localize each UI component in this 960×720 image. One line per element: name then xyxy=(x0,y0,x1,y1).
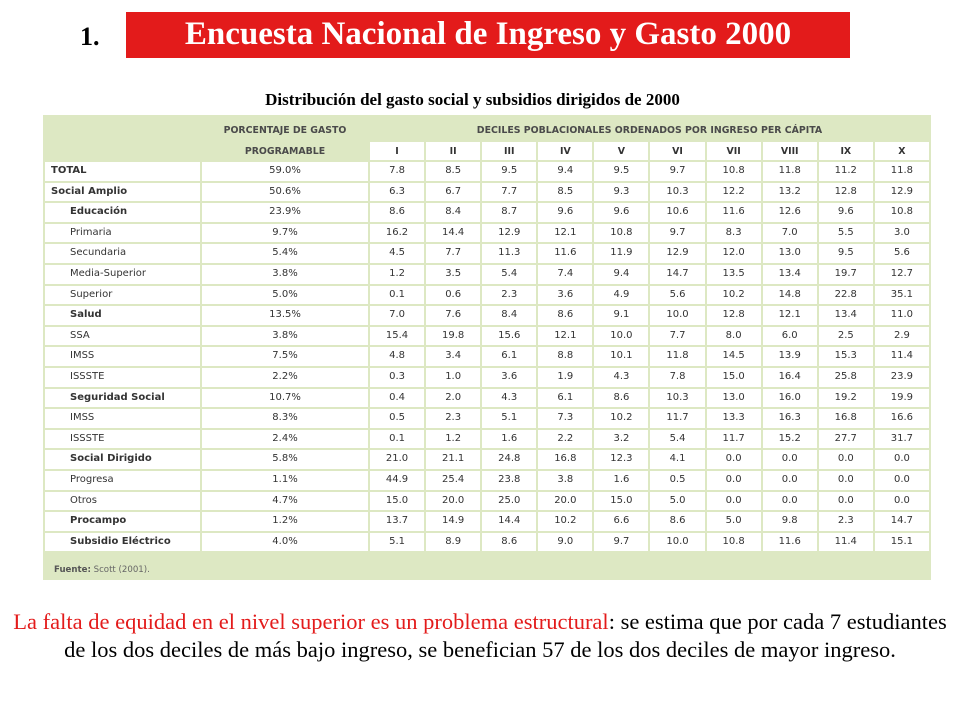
decile-value: 3.6 xyxy=(538,286,592,305)
decile-value: 15.0 xyxy=(370,492,424,511)
decile-value: 5.5 xyxy=(819,224,873,243)
decile-value: 11.3 xyxy=(482,244,536,263)
row-label: Educación xyxy=(45,203,200,222)
table-row xyxy=(45,389,929,408)
decile-value: 11.8 xyxy=(763,162,817,181)
decile-value: 9.8 xyxy=(763,512,817,531)
decile-value: 2.3 xyxy=(426,409,480,428)
decile-value: 8.5 xyxy=(426,162,480,181)
source-label: Fuente: xyxy=(54,565,91,575)
decile-value: 11.6 xyxy=(707,203,761,222)
decile-value: 5.0 xyxy=(707,512,761,531)
decile-value: 8.8 xyxy=(538,347,592,366)
header-blank xyxy=(45,120,200,160)
decile-value: 25.0 xyxy=(482,492,536,511)
decile-value: 9.6 xyxy=(594,203,648,222)
decile-value: 7.4 xyxy=(538,265,592,284)
table-row xyxy=(45,203,929,222)
decile-value: 3.4 xyxy=(426,347,480,366)
decile-value: 20.0 xyxy=(538,492,592,511)
decile-value: 21.1 xyxy=(426,450,480,469)
decile-value: 2.5 xyxy=(819,327,873,346)
decile-value: 0.0 xyxy=(819,471,873,490)
row-label: Social Dirigido xyxy=(45,450,200,469)
decile-value: 0.3 xyxy=(370,368,424,387)
decile-header-vii: VII xyxy=(707,142,761,160)
distribution-table xyxy=(43,118,931,553)
row-label: IMSS xyxy=(45,409,200,428)
caption-rest: : se estima que por cada 7 estudiantes de los dos deciles de más bajo ingreso, se benefician 57 de los dos deciles de mayor ingreso. xyxy=(64,609,947,662)
decile-value: 14.8 xyxy=(763,286,817,305)
table-row xyxy=(45,224,929,243)
decile-value: 1.2 xyxy=(370,265,424,284)
decile-value: 4.1 xyxy=(650,450,704,469)
decile-value: 1.9 xyxy=(538,368,592,387)
decile-value: 8.4 xyxy=(482,306,536,325)
table-row xyxy=(45,409,929,428)
decile-value: 11.6 xyxy=(763,533,817,552)
decile-value: 16.8 xyxy=(819,409,873,428)
decile-header-ix: IX xyxy=(819,142,873,160)
decile-value: 13.0 xyxy=(707,389,761,408)
decile-value: 11.4 xyxy=(819,533,873,552)
row-pct: 23.9% xyxy=(202,203,368,222)
row-label: Progresa xyxy=(45,471,200,490)
decile-value: 19.2 xyxy=(819,389,873,408)
row-label: IMSS xyxy=(45,347,200,366)
decile-value: 8.5 xyxy=(538,183,592,202)
decile-value: 1.2 xyxy=(426,430,480,449)
header-deciles: DECILES POBLACIONALES ORDENADOS POR INGRESO PER CÁPITA xyxy=(370,120,929,140)
table-row xyxy=(45,244,929,263)
row-pct: 10.7% xyxy=(202,389,368,408)
decile-value: 10.2 xyxy=(594,409,648,428)
decile-value: 15.1 xyxy=(875,533,929,552)
decile-value: 9.7 xyxy=(650,224,704,243)
decile-value: 19.7 xyxy=(819,265,873,284)
decile-value: 0.1 xyxy=(370,286,424,305)
decile-value: 19.8 xyxy=(426,327,480,346)
decile-value: 6.3 xyxy=(370,183,424,202)
decile-value: 9.6 xyxy=(819,203,873,222)
decile-value: 16.4 xyxy=(763,368,817,387)
decile-value: 0.1 xyxy=(370,430,424,449)
decile-value: 3.5 xyxy=(426,265,480,284)
table-row xyxy=(45,327,929,346)
decile-value: 2.3 xyxy=(819,512,873,531)
decile-value: 5.6 xyxy=(650,286,704,305)
decile-header-ii: II xyxy=(426,142,480,160)
row-pct: 1.1% xyxy=(202,471,368,490)
decile-value: 4.8 xyxy=(370,347,424,366)
decile-value: 10.0 xyxy=(650,306,704,325)
decile-value: 6.6 xyxy=(594,512,648,531)
decile-value: 10.3 xyxy=(650,183,704,202)
caption-highlight: La falta de equidad en el nivel superior es un problema estructural xyxy=(13,609,609,634)
decile-value: 12.1 xyxy=(538,224,592,243)
decile-value: 31.7 xyxy=(875,430,929,449)
decile-value: 8.7 xyxy=(482,203,536,222)
decile-value: 4.9 xyxy=(594,286,648,305)
decile-value: 11.6 xyxy=(538,244,592,263)
decile-value: 7.6 xyxy=(426,306,480,325)
decile-value: 15.4 xyxy=(370,327,424,346)
decile-value: 13.9 xyxy=(763,347,817,366)
decile-value: 10.8 xyxy=(594,224,648,243)
row-label: Otros xyxy=(45,492,200,511)
row-label: Procampo xyxy=(45,512,200,531)
decile-value: 8.0 xyxy=(707,327,761,346)
decile-value: 8.3 xyxy=(707,224,761,243)
table-row xyxy=(45,471,929,490)
decile-value: 10.0 xyxy=(594,327,648,346)
decile-value: 7.8 xyxy=(370,162,424,181)
table-row xyxy=(45,286,929,305)
decile-value: 9.7 xyxy=(594,533,648,552)
decile-header-v: V xyxy=(594,142,648,160)
decile-value: 0.0 xyxy=(819,450,873,469)
decile-value: 15.6 xyxy=(482,327,536,346)
decile-value: 7.7 xyxy=(650,327,704,346)
decile-value: 2.0 xyxy=(426,389,480,408)
decile-value: 15.0 xyxy=(594,492,648,511)
decile-value: 5.1 xyxy=(482,409,536,428)
decile-value: 11.8 xyxy=(875,162,929,181)
decile-value: 0.5 xyxy=(650,471,704,490)
decile-value: 25.8 xyxy=(819,368,873,387)
decile-value: 12.1 xyxy=(538,327,592,346)
decile-value: 10.8 xyxy=(875,203,929,222)
decile-value: 8.4 xyxy=(426,203,480,222)
decile-value: 5.6 xyxy=(875,244,929,263)
decile-value: 0.0 xyxy=(707,471,761,490)
decile-header-vi: VI xyxy=(650,142,704,160)
row-pct: 50.6% xyxy=(202,183,368,202)
decile-value: 7.3 xyxy=(538,409,592,428)
decile-value: 6.1 xyxy=(482,347,536,366)
decile-value: 13.5 xyxy=(707,265,761,284)
decile-value: 7.7 xyxy=(426,244,480,263)
decile-value: 4.3 xyxy=(482,389,536,408)
row-pct: 2.2% xyxy=(202,368,368,387)
decile-value: 14.4 xyxy=(426,224,480,243)
row-pct: 4.7% xyxy=(202,492,368,511)
table-panel xyxy=(43,115,931,580)
decile-value: 14.7 xyxy=(875,512,929,531)
decile-value: 44.9 xyxy=(370,471,424,490)
header-pct-line1: PORCENTAJE DE GASTO xyxy=(202,120,368,140)
title-banner xyxy=(126,12,850,58)
row-pct: 9.7% xyxy=(202,224,368,243)
decile-value: 11.7 xyxy=(707,430,761,449)
decile-value: 8.6 xyxy=(538,306,592,325)
decile-value: 23.8 xyxy=(482,471,536,490)
decile-value: 8.9 xyxy=(426,533,480,552)
decile-value: 35.1 xyxy=(875,286,929,305)
decile-value: 14.7 xyxy=(650,265,704,284)
table-row xyxy=(45,162,929,181)
decile-value: 4.5 xyxy=(370,244,424,263)
decile-header-x: X xyxy=(875,142,929,160)
decile-value: 3.2 xyxy=(594,430,648,449)
decile-value: 6.7 xyxy=(426,183,480,202)
decile-value: 5.1 xyxy=(370,533,424,552)
row-pct: 1.2% xyxy=(202,512,368,531)
slide-number: 1. xyxy=(80,22,100,51)
decile-value: 12.9 xyxy=(482,224,536,243)
decile-value: 7.0 xyxy=(763,224,817,243)
decile-value: 0.0 xyxy=(875,471,929,490)
decile-header-i: I xyxy=(370,142,424,160)
decile-value: 10.0 xyxy=(650,533,704,552)
decile-value: 11.7 xyxy=(650,409,704,428)
decile-value: 11.8 xyxy=(650,347,704,366)
row-label: Media-Superior xyxy=(45,265,200,284)
decile-value: 0.6 xyxy=(426,286,480,305)
decile-value: 0.0 xyxy=(875,450,929,469)
decile-value: 13.4 xyxy=(819,306,873,325)
decile-value: 12.0 xyxy=(707,244,761,263)
row-pct: 3.8% xyxy=(202,327,368,346)
row-label: Seguridad Social xyxy=(45,389,200,408)
decile-value: 25.4 xyxy=(426,471,480,490)
decile-value: 0.0 xyxy=(819,492,873,511)
decile-value: 9.0 xyxy=(538,533,592,552)
decile-value: 22.8 xyxy=(819,286,873,305)
decile-value: 19.9 xyxy=(875,389,929,408)
decile-value: 15.2 xyxy=(763,430,817,449)
table-row xyxy=(45,183,929,202)
decile-value: 13.7 xyxy=(370,512,424,531)
decile-value: 13.2 xyxy=(763,183,817,202)
decile-value: 12.9 xyxy=(650,244,704,263)
row-label: Subsidio Eléctrico xyxy=(45,533,200,552)
decile-value: 6.1 xyxy=(538,389,592,408)
decile-value: 8.6 xyxy=(370,203,424,222)
decile-value: 11.4 xyxy=(875,347,929,366)
decile-value: 24.8 xyxy=(482,450,536,469)
row-pct: 2.4% xyxy=(202,430,368,449)
decile-value: 1.0 xyxy=(426,368,480,387)
row-label: TOTAL xyxy=(45,162,200,181)
decile-value: 5.4 xyxy=(482,265,536,284)
decile-value: 15.3 xyxy=(819,347,873,366)
row-pct: 59.0% xyxy=(202,162,368,181)
decile-value: 12.8 xyxy=(819,183,873,202)
table-row xyxy=(45,347,929,366)
row-pct: 7.5% xyxy=(202,347,368,366)
decile-value: 4.3 xyxy=(594,368,648,387)
decile-value: 12.8 xyxy=(707,306,761,325)
decile-value: 10.6 xyxy=(650,203,704,222)
decile-value: 13.4 xyxy=(763,265,817,284)
decile-value: 0.0 xyxy=(707,450,761,469)
decile-value: 10.2 xyxy=(707,286,761,305)
decile-value: 5.0 xyxy=(650,492,704,511)
row-label: ISSSTE xyxy=(45,368,200,387)
decile-value: 2.9 xyxy=(875,327,929,346)
decile-value: 14.4 xyxy=(482,512,536,531)
row-label: Secundaria xyxy=(45,244,200,263)
decile-value: 3.6 xyxy=(482,368,536,387)
decile-value: 10.2 xyxy=(538,512,592,531)
decile-value: 21.0 xyxy=(370,450,424,469)
row-pct: 5.0% xyxy=(202,286,368,305)
decile-value: 0.0 xyxy=(875,492,929,511)
decile-value: 14.5 xyxy=(707,347,761,366)
decile-header-iii: III xyxy=(482,142,536,160)
decile-value: 1.6 xyxy=(594,471,648,490)
table-row xyxy=(45,512,929,531)
decile-value: 16.6 xyxy=(875,409,929,428)
decile-value: 9.6 xyxy=(538,203,592,222)
table-row xyxy=(45,368,929,387)
decile-value: 27.7 xyxy=(819,430,873,449)
table-subtitle: Distribución del gasto social y subsidios dirigidos de 2000 xyxy=(265,90,680,109)
decile-value: 16.3 xyxy=(763,409,817,428)
decile-header-viii: VIII xyxy=(763,142,817,160)
table-row xyxy=(45,430,929,449)
header-pct-line2: PROGRAMABLE xyxy=(202,142,368,160)
decile-value: 9.3 xyxy=(594,183,648,202)
decile-value: 15.0 xyxy=(707,368,761,387)
decile-header-iv: IV xyxy=(538,142,592,160)
decile-value: 10.8 xyxy=(707,533,761,552)
table-source xyxy=(54,565,150,575)
decile-value: 12.3 xyxy=(594,450,648,469)
decile-value: 14.9 xyxy=(426,512,480,531)
decile-value: 10.3 xyxy=(650,389,704,408)
decile-value: 2.2 xyxy=(538,430,592,449)
decile-value: 9.5 xyxy=(482,162,536,181)
decile-value: 11.0 xyxy=(875,306,929,325)
decile-value: 7.7 xyxy=(482,183,536,202)
decile-value: 23.9 xyxy=(875,368,929,387)
caption xyxy=(10,608,950,664)
decile-value: 16.2 xyxy=(370,224,424,243)
page-title: Encuesta Nacional de Ingreso y Gasto 2000 xyxy=(184,16,792,52)
table-row xyxy=(45,492,929,511)
row-label: Primaria xyxy=(45,224,200,243)
decile-value: 12.1 xyxy=(763,306,817,325)
decile-value: 10.8 xyxy=(707,162,761,181)
table-row xyxy=(45,533,929,552)
decile-value: 8.6 xyxy=(482,533,536,552)
row-pct: 13.5% xyxy=(202,306,368,325)
decile-value: 9.1 xyxy=(594,306,648,325)
decile-value: 2.3 xyxy=(482,286,536,305)
decile-value: 8.6 xyxy=(650,512,704,531)
decile-value: 0.5 xyxy=(370,409,424,428)
decile-value: 20.0 xyxy=(426,492,480,511)
decile-value: 0.0 xyxy=(763,471,817,490)
row-pct: 8.3% xyxy=(202,409,368,428)
table-row xyxy=(45,265,929,284)
decile-value: 9.5 xyxy=(819,244,873,263)
decile-value: 1.6 xyxy=(482,430,536,449)
decile-value: 13.0 xyxy=(763,244,817,263)
decile-value: 13.3 xyxy=(707,409,761,428)
decile-value: 5.4 xyxy=(650,430,704,449)
row-label: Superior xyxy=(45,286,200,305)
decile-value: 12.9 xyxy=(875,183,929,202)
decile-value: 0.0 xyxy=(763,450,817,469)
decile-value: 3.8 xyxy=(538,471,592,490)
table-header-row xyxy=(45,120,929,140)
decile-value: 11.9 xyxy=(594,244,648,263)
row-pct: 3.8% xyxy=(202,265,368,284)
table-row xyxy=(45,306,929,325)
row-label: Social Amplio xyxy=(45,183,200,202)
row-pct: 4.0% xyxy=(202,533,368,552)
decile-value: 0.4 xyxy=(370,389,424,408)
decile-value: 7.0 xyxy=(370,306,424,325)
row-pct: 5.4% xyxy=(202,244,368,263)
decile-value: 9.7 xyxy=(650,162,704,181)
decile-value: 9.4 xyxy=(594,265,648,284)
decile-value: 0.0 xyxy=(763,492,817,511)
row-label: SSA xyxy=(45,327,200,346)
decile-value: 12.6 xyxy=(763,203,817,222)
decile-value: 7.8 xyxy=(650,368,704,387)
decile-value: 9.4 xyxy=(538,162,592,181)
row-label: Salud xyxy=(45,306,200,325)
source-text: Scott (2001). xyxy=(93,565,150,575)
decile-value: 11.2 xyxy=(819,162,873,181)
table-body xyxy=(45,162,929,551)
row-label: ISSSTE xyxy=(45,430,200,449)
decile-value: 16.0 xyxy=(763,389,817,408)
row-pct: 5.8% xyxy=(202,450,368,469)
decile-value: 0.0 xyxy=(707,492,761,511)
decile-value: 3.0 xyxy=(875,224,929,243)
decile-value: 6.0 xyxy=(763,327,817,346)
decile-value: 10.1 xyxy=(594,347,648,366)
decile-value: 8.6 xyxy=(594,389,648,408)
decile-value: 9.5 xyxy=(594,162,648,181)
decile-value: 16.8 xyxy=(538,450,592,469)
decile-value: 12.2 xyxy=(707,183,761,202)
decile-value: 12.7 xyxy=(875,265,929,284)
table-row xyxy=(45,450,929,469)
